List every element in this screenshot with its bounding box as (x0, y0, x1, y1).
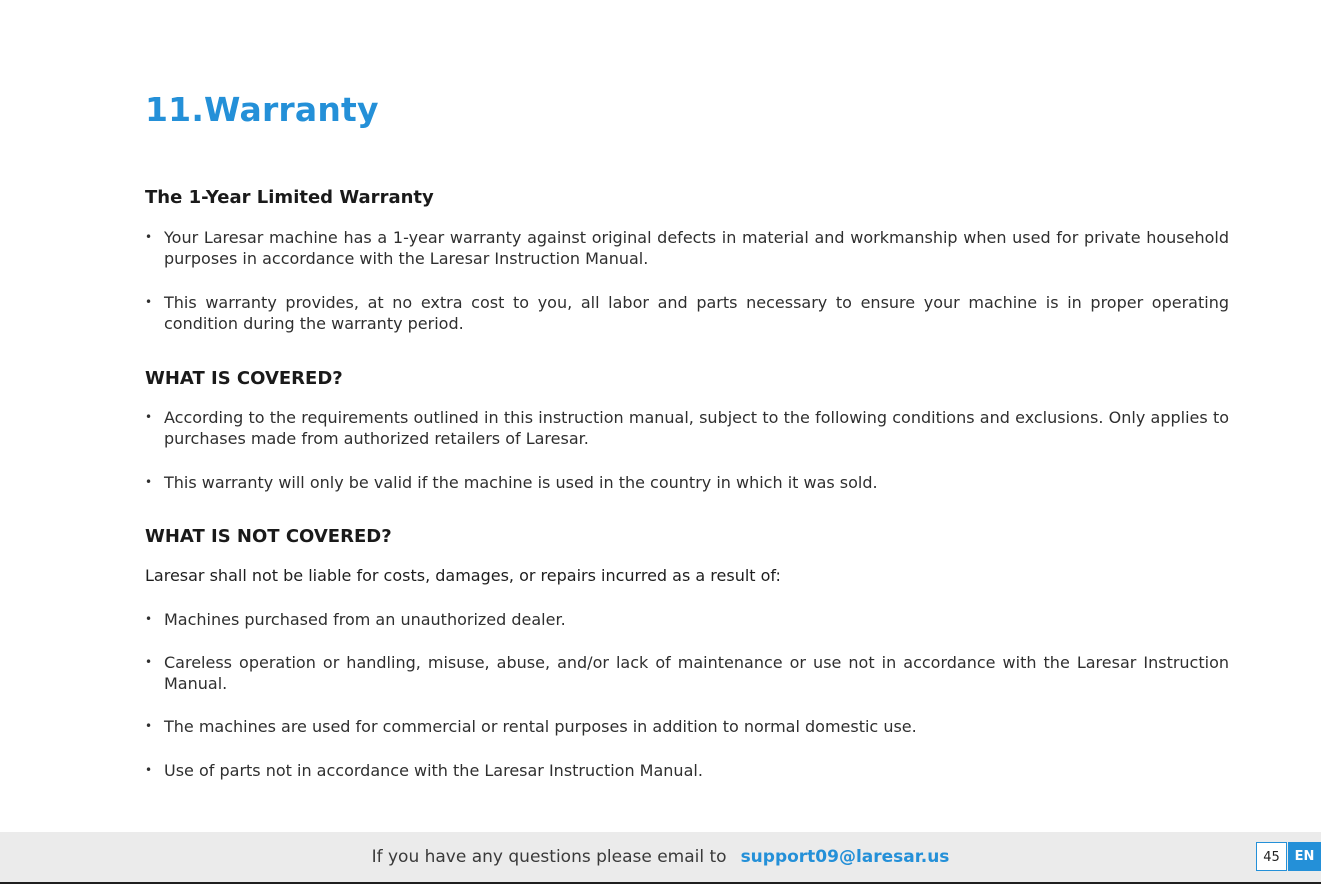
footer-message: If you have any questions please email to (371, 847, 727, 867)
bullet-text: This warranty provides, at no extra cost to you, all labor and parts necessary to ensure your machine is in proper operating condition during the warranty period. (164, 293, 1229, 333)
page-title: 11.Warranty (145, 90, 379, 129)
page-number: 45 (1256, 842, 1287, 871)
list-item (145, 472, 1229, 493)
bullet-icon: • (145, 230, 153, 244)
list-item (145, 609, 1229, 630)
list-item (145, 652, 1229, 694)
bullet-text: Use of parts not in accordance with the Laresar Instruction Manual. (164, 761, 703, 780)
bullet-icon: • (145, 410, 153, 424)
bullet-icon: • (145, 295, 153, 309)
list-item (145, 760, 1229, 781)
bullet-text: This warranty will only be valid if the machine is used in the country in which it was sold. (164, 473, 878, 492)
bullet-text: The machines are used for commercial or rental purposes in addition to normal domestic use. (164, 717, 917, 736)
list-item (145, 407, 1229, 449)
bullet-icon: • (145, 719, 153, 733)
bullet-icon: • (145, 475, 153, 489)
list-item (145, 716, 1229, 737)
support-email-link[interactable]: support09@laresar.us (740, 847, 950, 867)
bullet-text: Careless operation or handling, misuse, abuse, and/or lack of maintenance or use not in accordance with the Laresar Instruction Manual. (164, 653, 1229, 693)
covered-heading: WHAT IS COVERED? (145, 368, 343, 389)
footer-bar (0, 832, 1321, 884)
bullet-text: Machines purchased from an unauthorized dealer. (164, 610, 566, 629)
bullet-text: Your Laresar machine has a 1-year warranty against original defects in material and workmanship when used for private household purposes in accordance with the Laresar Instruction Manual. (164, 228, 1229, 268)
not-covered-heading: WHAT IS NOT COVERED? (145, 526, 392, 547)
footer-contact (0, 847, 1321, 867)
not-covered-intro: Laresar shall not be liable for costs, damages, or repairs incurred as a result of: (145, 566, 781, 585)
language-badge: EN (1288, 842, 1321, 871)
limited-warranty-heading: The 1-Year Limited Warranty (145, 187, 434, 208)
bullet-text: According to the requirements outlined in this instruction manual, subject to the following conditions and exclusions. Only applies to purchases made from authorized retailers of Laresar. (164, 408, 1229, 448)
bullet-icon: • (145, 612, 153, 626)
list-item (145, 227, 1229, 269)
list-item (145, 292, 1229, 334)
bullet-icon: • (145, 655, 153, 669)
bullet-icon: • (145, 763, 153, 777)
